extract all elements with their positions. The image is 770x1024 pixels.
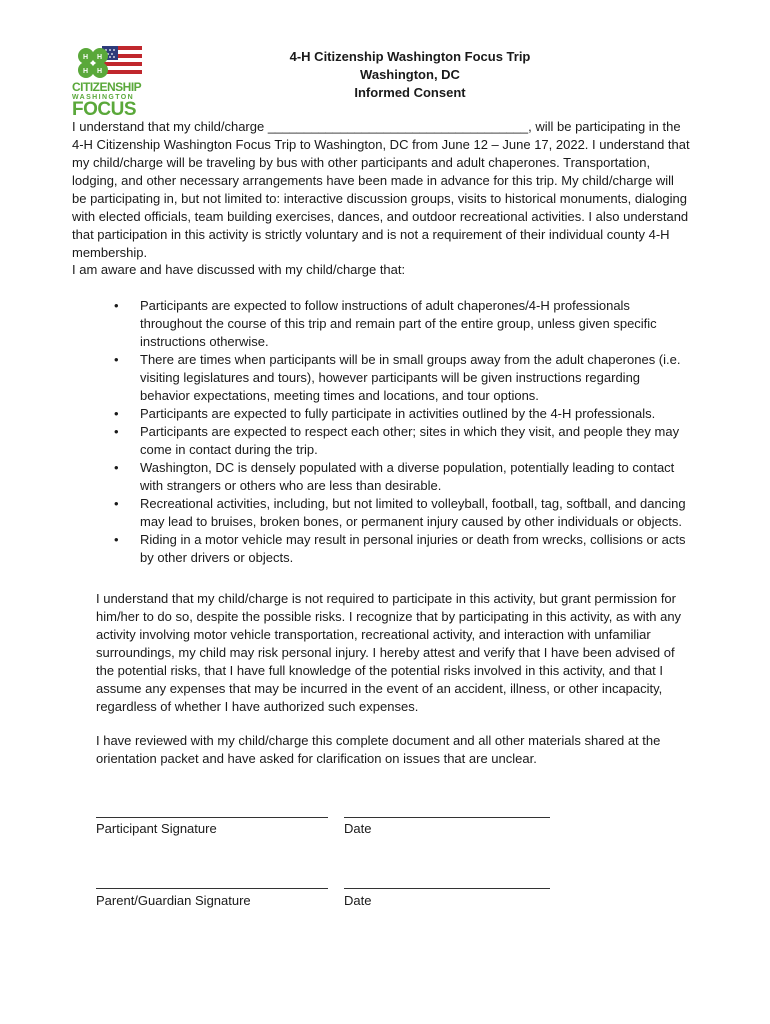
list-item: • There are times when participants will be in small groups away from the adult chaperones (i.e. visiting legislatures and tours), however participants will be given instructions regarding behavior expectations, meeting times and locations, and tour options. xyxy=(114,352,681,403)
participant-signature-label: Participant Signature xyxy=(96,821,217,836)
flag-icon xyxy=(102,46,142,74)
intro-paragraph: I understand that my child/charge ____________________________________, will be participating in the 4-H Citizenship Washington Focus Trip to Washington, DC from June 12 – June 17, 2022. I understand that my child/charge will be traveling by bus with other participants and adult chaperones. Transportation, lodging, and other necessary arrangements have been made in advance for this trip. My child/charge will be participating in, but not limited to: interactive discussion groups, visits to historical monuments, dialoging with elected officials, team building exercises, dances, and outdoor recreational activities. I also understand that participation in this activity is strictly voluntary and is not a requirement of their individual county 4-H membership. xyxy=(72,119,690,260)
risk-bullet-list xyxy=(96,297,686,567)
svg-text:H: H xyxy=(97,68,103,75)
list-item: • Participants are expected to respect each other; sites in which they visit, and people they may come in contact during the trip. xyxy=(114,424,680,457)
participant-signature-line[interactable] xyxy=(96,817,328,818)
bullet-icon: • xyxy=(114,406,119,421)
permission-paragraph: I understand that my child/charge is not required to participate in this activity, but grant permission for him/her to do so, despite the possible risks. I recognize that by participating in this activity, as with any activity involving motor vehicle transportation, recreational activity, and interaction with unfamiliar surroundings, my child may risk personal injury. I hereby attest and verify that I have been advised of the potential risks, that I have full knowledge of the potential risks involved in this activity, and that I assume any expenses that may be incurred in the event of an accident, illness, or other incapacity, regardless of whether I have authorized such expenses. xyxy=(96,591,682,714)
bullet-icon: • xyxy=(114,424,119,439)
header-doc-type: Informed Consent xyxy=(354,85,466,100)
bullet-icon: • xyxy=(114,298,119,313)
svg-text:H: H xyxy=(97,54,103,61)
logo-washington-text: WASHINGTON xyxy=(72,94,135,101)
document-header xyxy=(200,48,620,102)
svg-text:H: H xyxy=(83,54,89,61)
guardian-signature-line[interactable] xyxy=(96,888,328,889)
guardian-date-line[interactable] xyxy=(344,888,550,889)
aware-paragraph: I am aware and have discussed with my child/charge that: xyxy=(72,262,406,277)
logo-focus-text: FOCUS xyxy=(72,99,136,120)
header-location: Washington, DC xyxy=(360,67,460,82)
logo-citizenship-text: CITIZENSHIP xyxy=(72,80,142,94)
reviewed-paragraph: I have reviewed with my child/charge this complete document and all other materials shared at the orientation packet and have asked for clarification on issues that are unclear. xyxy=(96,733,661,766)
bullet-icon: • xyxy=(114,532,119,547)
list-item: • Recreational activities, including, but not limited to volleyball, football, tag, softball, and dancing may lead to bruises, broken bones, or permanent injury caused by other individuals or objects. xyxy=(114,496,686,529)
bullet-icon: • xyxy=(114,460,119,475)
bullet-icon: • xyxy=(114,352,119,367)
participant-date-line[interactable] xyxy=(344,817,550,818)
svg-text:H: H xyxy=(83,68,89,75)
guardian-date-label: Date xyxy=(344,893,372,908)
list-item: • Participants are expected to fully participate in activities outlined by the 4-H professionals. xyxy=(114,406,656,421)
list-item: • Participants are expected to follow instructions of adult chaperones/4-H professionals throughout the course of this trip and remain part of the entire group, unless given specific instructions otherwise. xyxy=(114,298,657,349)
list-item: • Riding in a motor vehicle may result in personal injuries or death from wrecks, collisions or acts by other drivers or objects. xyxy=(114,532,686,565)
header-title: 4-H Citizenship Washington Focus Trip xyxy=(289,49,531,64)
list-item: • Washington, DC is densely populated with a diverse population, potentially leading to contact with strangers or others who are less than desirable. xyxy=(114,460,675,493)
participant-date-label: Date xyxy=(344,821,372,836)
bullet-icon: • xyxy=(114,496,119,511)
guardian-signature-label: Parent/Guardian Signature xyxy=(96,893,251,908)
